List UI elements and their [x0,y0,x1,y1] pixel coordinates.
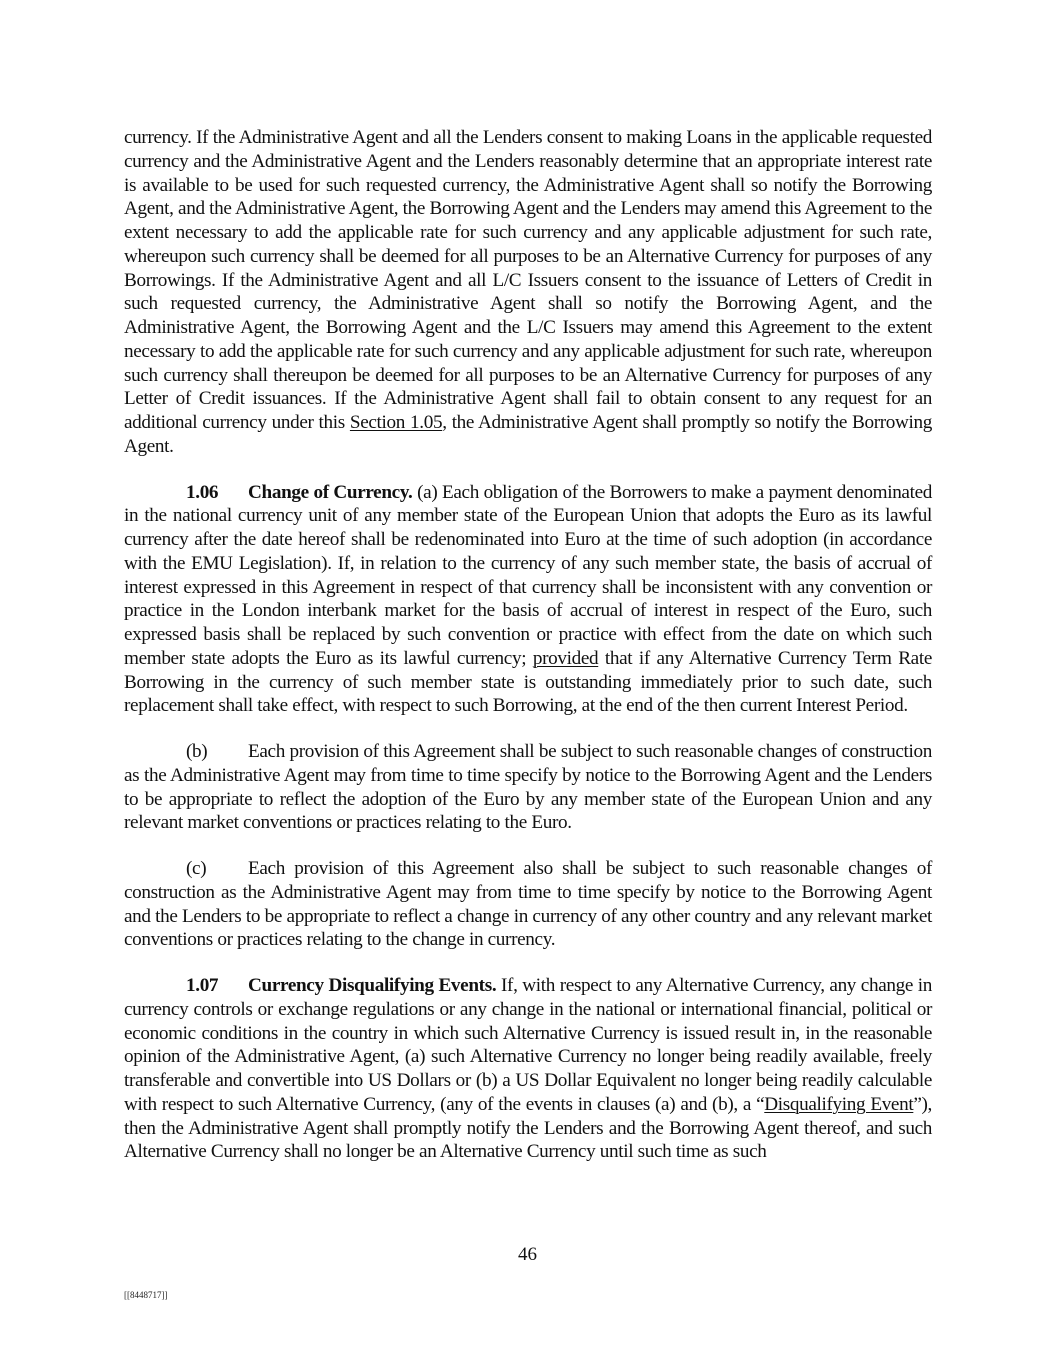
page-number: 46 [518,1244,537,1265]
paragraph-text: ”), then the Administrative Agent shall promptly notify the Lenders and the Borrowing Agent thereof, and such Alternative Currency shall no longer be an Alternative Currency until such time as such [124,1093,932,1163]
section-heading: Change of Currency. [248,481,413,503]
defined-term: Disqualifying Event [764,1093,914,1115]
section-1-07-paragraph [124,974,932,1164]
paragraph-text: (a) Each obligation of the Borrowers to make a payment denominated in the national currency unit of any member state of the European Union that adopts the Euro as its lawful currency after the date hereof shall be redenominated into Euro at the time of such adoption (in accordance with the EMU Legislation). If, in relation to the currency of any such member state, the basis of accrual of interest expressed in this Agreement in respect of that currency shall be inconsistent with any convention or practice in the London interbank market for the basis of accrual of interest in respect of the Euro, such expressed basis shall be replaced by such convention or practice with effect from the date on which such member state adopts the Euro as its lawful currency; [124,481,932,669]
clause-c-paragraph [124,857,932,952]
underlined-term: provided [532,647,599,669]
clause-b-paragraph [124,740,932,835]
section-number: 1.06 [186,481,219,503]
section-reference-link: Section 1.05 [349,412,443,433]
section-1-06-paragraph [124,481,932,719]
paragraph-text: that if any Alternative Currency Term Rate Borrowing in the currency of such member state is outstanding immediately prior to such date, such replacement shall take effect, with respect to such Borrowing, at the end of the then current Interest Period. [124,647,932,717]
clause-label: (c) [186,858,207,879]
document-id: [[8448717]] [124,1290,168,1300]
paragraph-text: currency. If the Administrative Agent and all the Lenders consent to making Loans in the applicable requested currency and the Administrative Agent and the Lenders reasonably determine that an appropriate interest rate is available to be used for such requested currency, the Administrative Agent shall so notify the Borrowing Agent, and the Administrative Agent, the Borrowing Agent and the Lenders may amend this Agreement to the extent necessary to add the applicable rate for such currency and any applicable adjustment for such rate, whereupon such currency shall be deemed for all purposes to be an Alternative Currency for purposes of any Borrowings. If the Administrative Agent and all L/C Issuers consent to the issuance of Letters of Credit in such requested currency, the Administrative Agent shall so notify the Borrowing Agent, and the Administrative Agent, the Borrowing Agent and the L/C Issuers may amend this Agreement to the extent necessary to add the applicable rate for such currency and any applicable adjustment for such rate, whereupon such currency shall thereupon be deemed for all purposes to be an Alternative Currency for purposes of any Letter of Credit issuances. If the Administrative Agent shall fail to obtain consent to any request for an additional currency under this [124,127,932,433]
paragraph-text: If, with respect to any Alternative Currency, any change in currency controls or exchange regulations or any change in the national or international financial, political or economic conditions in the country in which such Alternative Currency is issued result in, in the reasonable opinion of the Administrative Agent, (a) such Alternative Currency no longer being readily available, freely transferable and convertible into US Dollars or (b) a US Dollar Equivalent no longer being readily calculable with respect to such Alternative Currency, (any of the events in clauses (a) and (b), a “ [124,975,932,1115]
paragraph-text: Each provision of this Agreement also shall be subject to such reasonable changes of construction as the Administrative Agent may from time to time specify by notice to the Borrowing Agent and the Lenders to be appropriate to reflect a change in currency of any other country and any relevant market conventions or practices relating to the change in currency. [124,858,932,951]
document-page [124,126,932,1164]
clause-label: (b) [186,741,208,762]
paragraph-text: , the Administrative Agent shall promptly so notify the Borrowing Agent. [124,412,933,457]
paragraph-continued-section-105 [124,126,932,459]
section-heading: Currency Disqualifying Events. [248,975,497,996]
section-number: 1.07 [186,975,219,996]
paragraph-text: Each provision of this Agreement shall be subject to such reasonable changes of construction as the Administrative Agent may from time to time specify by notice to the Borrowing Agent and the Lenders to be appropriate to reflect the adoption of the Euro by any member state of the European Union and any relevant market conventions or practices relating to the Euro. [124,741,932,834]
